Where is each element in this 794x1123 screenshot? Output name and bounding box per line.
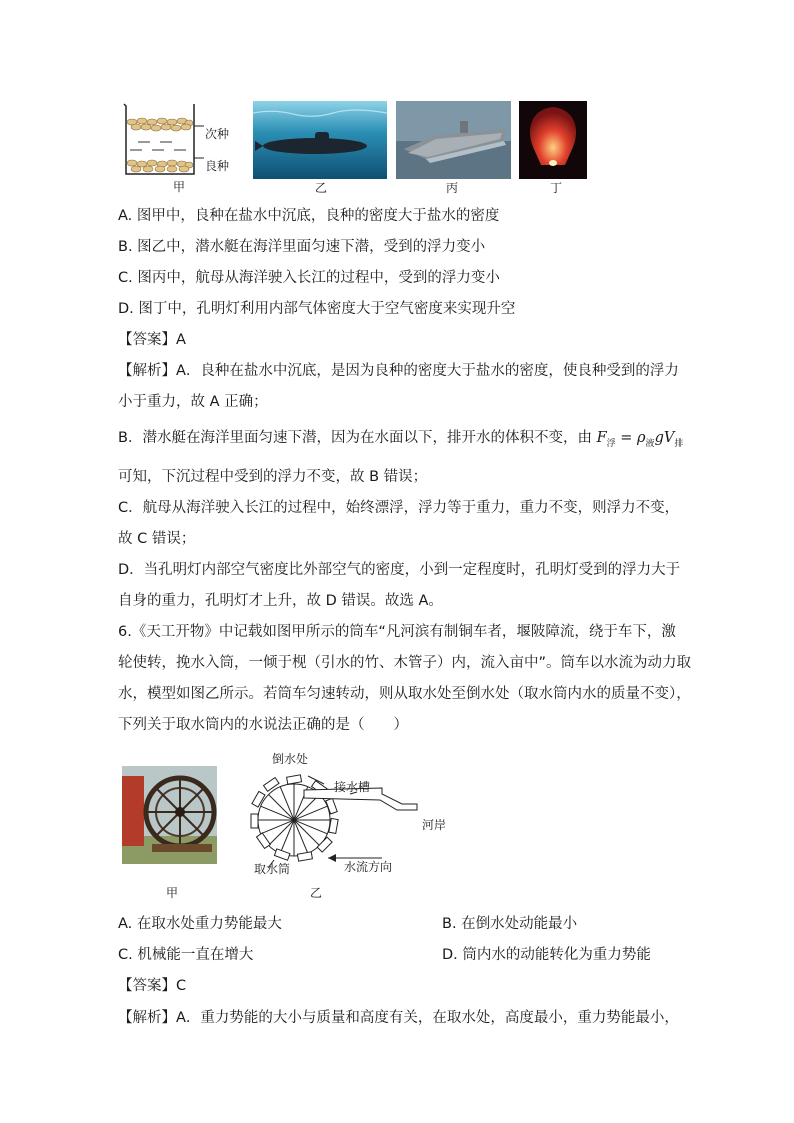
q5-analysis-line-7: D．当孔明灯内部空气密度比外部空气的密度，小到一定程度时，孔明灯受到的浮力大于 bbox=[118, 562, 681, 578]
submarine-image bbox=[253, 101, 387, 179]
beaker-figure bbox=[118, 100, 243, 195]
q5-analysis-line-4: 可知，下沉过程中受到的浮力不变，故 B 错误； bbox=[118, 469, 428, 485]
waterwheel-image bbox=[122, 766, 217, 864]
caption-waterwheel-yi: 乙 bbox=[310, 886, 323, 900]
q6-stem-line-1: 6.《天工开物》中记载如图甲所示的筒车“凡河滨有制铜车者，堰陂障流，绕于车下，激 bbox=[118, 624, 676, 640]
caption-yi: 乙 bbox=[315, 181, 328, 195]
q5-analysis-line-6: 故 C 错误； bbox=[118, 531, 196, 547]
caption-ding: 丁 bbox=[550, 181, 563, 195]
q5-analysis-line-8: 自身的重力，孔明灯才上升，故 D 错误。故选 A。 bbox=[118, 593, 443, 609]
waterwheel-photo bbox=[122, 766, 217, 900]
q5-option-d: D. 图丁中，孔明灯利用内部气体密度大于空气密度来实现升空 bbox=[118, 301, 516, 317]
caption-jia: 甲 bbox=[173, 180, 186, 194]
q5-option-c: C. 图丙中，航母从海洋驶入长江的过程中，受到的浮力变小 bbox=[118, 270, 500, 286]
q6-stem-line-2: 轮使转，挽水入筒，一倾于枧（引水的竹、木管子）内，流入亩中”。筒车以水流为动力取 bbox=[118, 655, 692, 671]
q6-option-a: A. 在取水处重力势能最大 bbox=[118, 916, 282, 932]
carrier-photo bbox=[396, 101, 511, 195]
beaker-label-inferior: 次种 bbox=[205, 127, 230, 141]
q6-option-b: B. 在倒水处动能最小 bbox=[442, 916, 578, 932]
waterwheel-diagram bbox=[232, 748, 462, 898]
q5-option-b: B. 图乙中，潜水艇在海洋里面匀速下潜，受到的浮力变小 bbox=[118, 239, 486, 255]
q6-option-c: C. 机械能一直在增大 bbox=[118, 947, 254, 963]
buoyancy-formula: $F_浮 = \rho_液gV_排$ bbox=[596, 430, 684, 449]
q5-analysis-b-text: B．潜水艇在海洋里面匀速下潜，因为在水面以下，排开水的体积不变，由 bbox=[118, 430, 592, 446]
q5-analysis-line-3 bbox=[118, 428, 683, 454]
q6-option-d: D. 筒内水的动能转化为重力势能 bbox=[442, 947, 651, 963]
lantern-image bbox=[519, 101, 587, 179]
label-bucket: 取水筒 bbox=[254, 862, 291, 876]
submarine-photo bbox=[253, 101, 387, 195]
caption-waterwheel-jia: 甲 bbox=[166, 886, 179, 900]
q6-answer: 【答案】C bbox=[118, 978, 187, 994]
q5-analysis-line-1: 【解析】A．良种在盐水中沉底，是因为良种的密度大于盐水的密度，使良种受到的浮力 bbox=[118, 363, 679, 379]
label-flow-direction: 水流方向 bbox=[344, 860, 393, 874]
beaker-label-superior: 良种 bbox=[205, 159, 230, 173]
waterwheel-schematic bbox=[232, 748, 462, 878]
q6-stem-line-4: 下列关于取水筒内的水说法正确的是（ ） bbox=[118, 717, 408, 733]
label-pour-point: 倒水处 bbox=[272, 752, 309, 766]
q6-analysis-line-1: 【解析】A．重力势能的大小与质量和高度有关，在取水处，高度最小，重力势能最小， bbox=[118, 1010, 679, 1026]
caption-bing: 丙 bbox=[446, 181, 459, 195]
q5-analysis-line-2: 小于重力，故 A 正确； bbox=[118, 394, 268, 410]
q5-analysis-line-5: C．航母从海洋驶入长江的过程中，始终漂浮，浮力等于重力，重力不变，则浮力不变， bbox=[118, 500, 680, 516]
q6-stem-line-3: 水，模型如图乙所示。若筒车匀速转动，则从取水处至倒水处（取水筒内水的质量不变）， bbox=[118, 686, 691, 702]
carrier-image bbox=[396, 101, 511, 179]
q5-answer: 【答案】A bbox=[118, 332, 186, 348]
label-river-bank: 河岸 bbox=[422, 818, 447, 832]
lantern-photo bbox=[519, 101, 587, 195]
label-trough: 接水槽 bbox=[334, 780, 371, 794]
q5-option-a: A. 图甲中，良种在盐水中沉底，良种的密度大于盐水的密度 bbox=[118, 208, 500, 224]
